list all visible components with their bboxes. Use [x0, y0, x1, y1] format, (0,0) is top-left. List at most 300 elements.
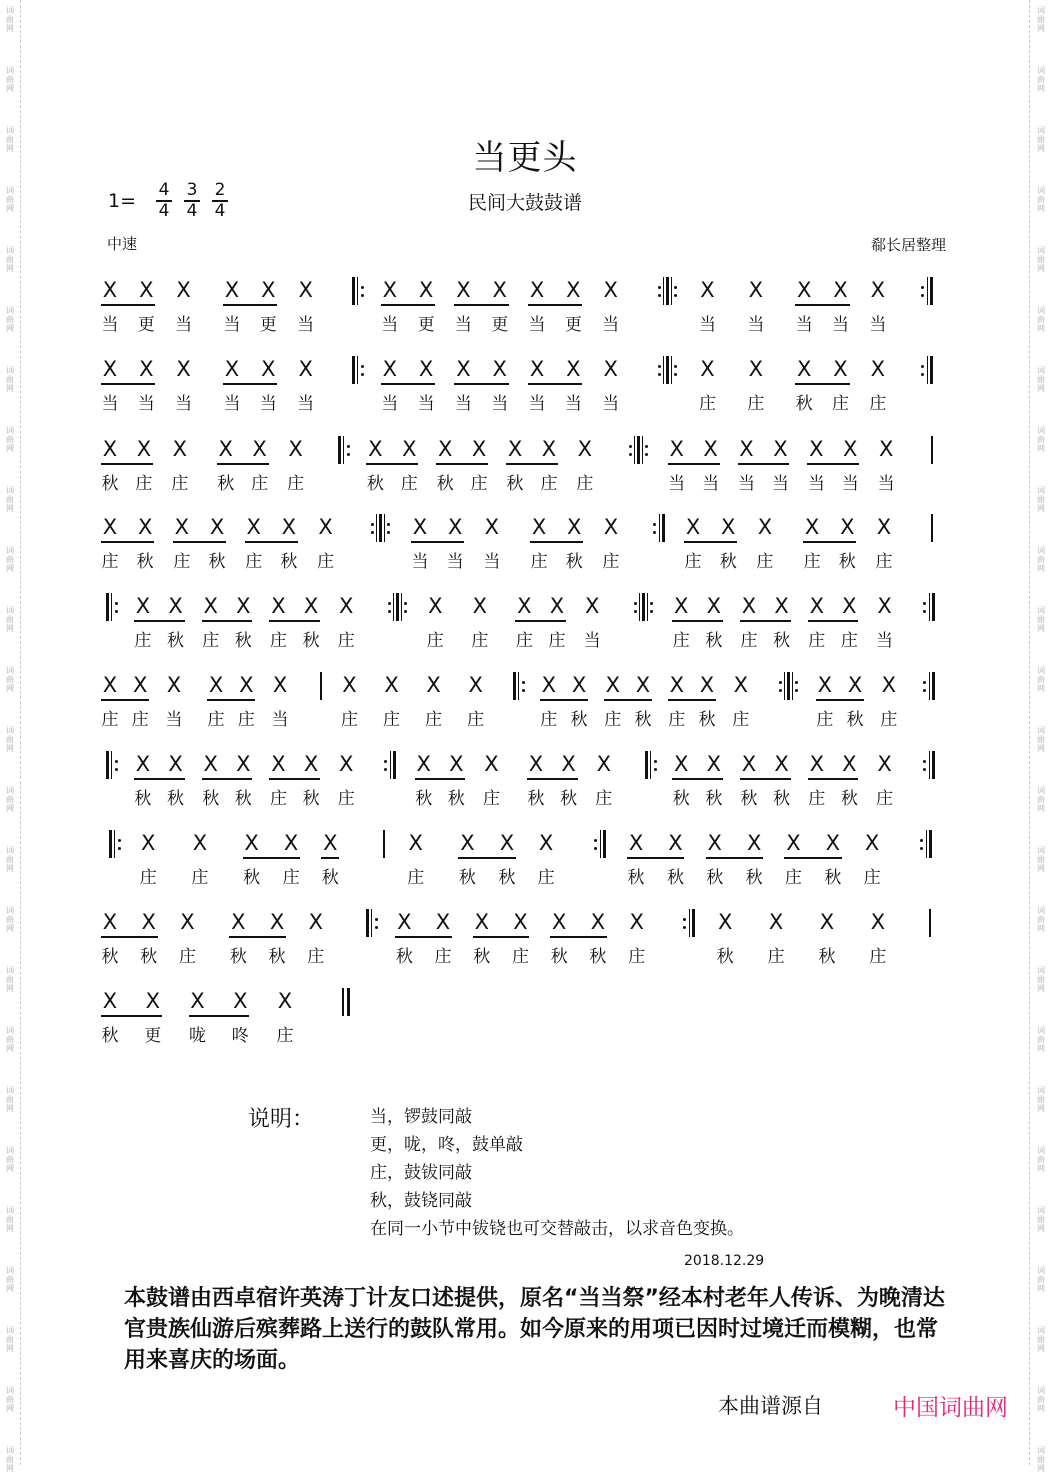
watermark-text: 词 曲 网 [6, 306, 14, 333]
note-line: 秋，鼓铙同敲 [370, 1191, 472, 1211]
time-signature-denominator: 4 [158, 201, 170, 221]
stroke-syllable: 庄 [515, 631, 533, 651]
stroke-syllable: 秋 [167, 789, 185, 809]
final-barline [0, 988, 1050, 1016]
stroke-syllable: 当 [165, 710, 183, 730]
drum-stroke: X [741, 594, 757, 618]
source-label: 本曲谱源自 [718, 1394, 823, 1418]
watermark-text: 词 曲 网 [6, 1026, 14, 1053]
drum-stroke: X [797, 357, 812, 381]
drum-stroke: X [603, 357, 618, 381]
stroke-syllable: 庄 [251, 474, 269, 494]
watermark-text: 词 曲 网 [6, 186, 14, 213]
drum-stroke: X [460, 831, 475, 855]
watermark-text: 词 曲 网 [6, 1266, 14, 1293]
stroke-syllable: 当 [175, 394, 193, 414]
stroke-syllable: 秋 [818, 947, 836, 967]
drum-stroke: X [817, 673, 833, 697]
drum-stroke: X [566, 357, 581, 381]
drum-stroke: X [456, 278, 471, 302]
time-signature [156, 181, 172, 221]
drum-stroke: X [236, 594, 251, 618]
barline-stroke [932, 672, 935, 700]
repeat-end [0, 356, 1050, 384]
repeat-dot [923, 681, 926, 684]
drum-stroke: X [141, 831, 156, 855]
stroke-syllable: 庄 [816, 710, 834, 730]
stroke-syllable: 当 [454, 394, 472, 414]
drum-stroke: X [174, 515, 190, 539]
drum-stroke: X [541, 437, 557, 461]
stroke-syllable: 秋 [840, 789, 858, 809]
stroke-syllable: 庄 [139, 868, 157, 888]
drum-stroke: X [172, 437, 188, 461]
stroke-syllable: 庄 [341, 710, 358, 730]
stroke-syllable: 更 [137, 315, 155, 335]
drum-stroke: X [552, 910, 567, 934]
drum-stroke: X [102, 989, 118, 1013]
watermark-text: 词 曲 网 [1037, 1206, 1045, 1233]
drum-stroke: X [180, 910, 195, 934]
stroke-syllable: 当 [175, 315, 193, 335]
stroke-syllable: 庄 [173, 552, 191, 572]
stroke-syllable: 庄 [191, 868, 209, 888]
drum-stroke: X [271, 752, 286, 776]
drum-stroke: X [176, 278, 191, 302]
watermark-text: 词 曲 网 [1037, 786, 1045, 813]
drum-stroke: X [699, 673, 715, 697]
drum-stroke: X [774, 594, 789, 618]
stroke-syllable: 庄 [840, 631, 858, 651]
drum-stroke: X [218, 437, 233, 461]
barline-stroke [347, 988, 350, 1016]
stroke-syllable: 庄 [732, 710, 750, 730]
drum-stroke: X [342, 673, 357, 697]
drum-stroke: X [746, 831, 762, 855]
drum-stroke: X [700, 278, 715, 302]
drum-stroke: X [203, 594, 218, 618]
stroke-syllable: 当 [869, 315, 887, 335]
score-subtitle: 民间大鼓鼓谱 [467, 192, 582, 214]
stroke-syllable: 当 [807, 474, 825, 494]
stroke-syllable: 庄 [467, 710, 485, 730]
drum-stroke: X [561, 752, 576, 776]
stroke-syllable: 秋 [321, 868, 339, 888]
drum-stroke: X [538, 831, 554, 855]
stroke-syllable: 庄 [537, 868, 555, 888]
stroke-syllable: 庄 [245, 552, 263, 572]
stroke-syllable: 秋 [666, 868, 684, 888]
stroke-syllable: 秋 [719, 552, 737, 572]
drum-stroke: X [529, 357, 545, 381]
repeat-dot [923, 760, 926, 763]
drum-stroke: X [418, 278, 434, 302]
drum-stroke: X [797, 278, 812, 302]
stroke-syllable: 秋 [589, 947, 607, 967]
stroke-syllable: 庄 [237, 710, 255, 730]
stroke-syllable: 秋 [634, 710, 652, 730]
drum-stroke: X [449, 752, 464, 776]
score-row [0, 593, 1050, 665]
drum-stroke: X [102, 278, 118, 302]
stroke-syllable: 秋 [745, 868, 763, 888]
stroke-syllable: 庄 [269, 631, 287, 651]
stroke-syllable: 庄 [178, 947, 196, 967]
watermark-text: 词 曲 网 [1037, 366, 1045, 393]
stroke-syllable: 庄 [672, 631, 690, 651]
drum-stroke: X [706, 752, 721, 776]
stroke-syllable: 秋 [243, 868, 261, 888]
drum-stroke: X [721, 515, 736, 539]
stroke-syllable: 当 [297, 394, 315, 414]
stroke-syllable: 秋 [436, 474, 454, 494]
stroke-syllable: 庄 [767, 947, 785, 967]
drum-stroke: X [277, 989, 293, 1013]
stroke-syllable: 秋 [217, 474, 235, 494]
drum-stroke: X [669, 437, 684, 461]
stroke-syllable: 庄 [684, 552, 702, 572]
stroke-syllable: 当 [528, 315, 546, 335]
drum-stroke: X [224, 278, 240, 302]
drum-stroke: X [700, 357, 715, 381]
stroke-syllable: 秋 [234, 789, 252, 809]
stroke-syllable: 更 [417, 315, 435, 335]
watermark-text: 词 曲 网 [6, 1446, 14, 1473]
drum-stroke: X [339, 594, 354, 618]
drum-stroke: X [541, 673, 556, 697]
watermark-text: 词 曲 网 [6, 846, 14, 873]
stroke-syllable: 秋 [395, 947, 413, 967]
drum-stroke: X [605, 673, 620, 697]
stroke-syllable: 秋 [705, 789, 723, 809]
stroke-syllable: 秋 [202, 789, 220, 809]
drum-stroke: X [438, 437, 453, 461]
drum-stroke: X [757, 515, 773, 539]
drum-stroke: X [252, 437, 267, 461]
stroke-syllable: 庄 [628, 947, 646, 967]
watermark-text: 词 曲 网 [6, 666, 14, 693]
drum-stroke: X [507, 437, 523, 461]
drum-stroke: X [668, 831, 683, 855]
drum-stroke: X [135, 752, 151, 776]
stroke-syllable: 当 [702, 474, 720, 494]
drum-stroke: X [804, 515, 820, 539]
repeat-dot [923, 689, 926, 692]
stroke-syllable: 庄 [101, 552, 119, 572]
stroke-syllable: 庄 [426, 631, 444, 651]
drum-stroke: X [135, 594, 151, 618]
stroke-syllable: 庄 [668, 710, 686, 730]
stroke-syllable: 秋 [706, 868, 724, 888]
stroke-syllable: 当 [454, 315, 472, 335]
watermark-text: 词 曲 网 [1037, 6, 1045, 33]
stroke-syllable: 更 [564, 315, 582, 335]
stroke-syllable: 当 [698, 315, 716, 335]
stroke-syllable: 庄 [470, 474, 488, 494]
drum-stroke: X [566, 278, 581, 302]
watermark-text: 词 曲 网 [1037, 66, 1045, 93]
drum-stroke: X [528, 752, 544, 776]
stroke-syllable: 庄 [863, 868, 881, 888]
stroke-syllable: 秋 [716, 947, 734, 967]
drum-stroke: X [549, 594, 565, 618]
drum-stroke: X [499, 831, 515, 855]
time-signature [212, 181, 228, 221]
drum-stroke: X [876, 515, 892, 539]
watermark-text: 词 曲 网 [1037, 126, 1045, 153]
watermark-text: 词 曲 网 [6, 486, 14, 513]
stroke-syllable: 更 [491, 315, 509, 335]
barline-stroke [932, 751, 935, 779]
score-row [0, 988, 1050, 1060]
watermark-text: 词 曲 网 [6, 366, 14, 393]
drum-stroke: X [603, 515, 619, 539]
stroke-syllable: 庄 [207, 710, 225, 730]
score-row [0, 356, 1050, 428]
score-title: 当更头 [472, 138, 578, 178]
drum-stroke: X [870, 910, 886, 934]
barline-stroke [929, 909, 931, 937]
date-text: 2018.12.29 [684, 1253, 765, 1269]
drum-stroke: X [298, 357, 313, 381]
drum-stroke: X [870, 278, 886, 302]
stroke-syllable: 庄 [803, 552, 821, 572]
arranger-credit: 郗长居整理 [870, 236, 946, 254]
drum-stroke: X [402, 437, 417, 461]
repeat-end [0, 830, 1050, 858]
description-paragraph: 本鼓谱由西卓宿许英涛丁计友口述提供，原名“当当祭”经本村老年人传诉、为晚清达官贵族仙游后殡葬路上送行的鼓队常用。如今原来的用项已因时过境迁而模糊，也常用来喜庆的场面。 [124, 1286, 945, 1373]
score-row [0, 751, 1050, 823]
repeat-dot [923, 768, 926, 771]
stroke-syllable: 秋 [167, 631, 185, 651]
drum-stroke: X [842, 752, 857, 776]
stroke-syllable: 当 [832, 315, 849, 335]
stroke-syllable: 庄 [171, 474, 189, 494]
drum-stroke: X [768, 910, 784, 934]
drum-stroke: X [368, 437, 383, 461]
stroke-syllable: 秋 [447, 789, 465, 809]
time-signature-denominator: 4 [186, 201, 198, 221]
barline-stroke [931, 514, 933, 542]
drum-stroke: X [707, 831, 722, 855]
repeat-end [0, 277, 1050, 305]
watermark-text: 词 曲 网 [1037, 906, 1045, 933]
watermark-text: 词 曲 网 [6, 966, 14, 993]
stroke-syllable: 庄 [317, 552, 335, 572]
stroke-syllable: 当 [483, 552, 501, 572]
time-signature [184, 181, 200, 221]
stroke-syllable: 当 [259, 394, 277, 414]
drum-stroke: X [584, 594, 600, 618]
drum-stroke: X [456, 357, 471, 381]
drum-stroke: X [139, 278, 154, 302]
repeat-dot [921, 294, 924, 297]
drum-stroke: X [339, 752, 354, 776]
stroke-syllable: 秋 [234, 631, 252, 651]
stroke-syllable: 当 [795, 315, 813, 335]
stroke-syllable: 秋 [268, 947, 286, 967]
drum-stroke: X [102, 673, 118, 697]
stroke-syllable: 秋 [101, 1026, 119, 1046]
stroke-syllable: 当 [381, 315, 399, 335]
drum-stroke: X [272, 673, 288, 697]
stroke-syllable: 庄 [756, 552, 774, 572]
drum-stroke: X [748, 278, 764, 302]
stroke-syllable: 庄 [307, 947, 325, 967]
stroke-syllable: 当 [528, 394, 546, 414]
watermark-text: 词 曲 网 [6, 906, 14, 933]
stroke-syllable: 当 [101, 394, 119, 414]
stroke-syllable: 庄 [875, 552, 893, 572]
note-line: 当，锣鼓同敲 [370, 1107, 472, 1127]
score-row [0, 436, 1050, 508]
stroke-syllable: 庄 [602, 552, 620, 572]
stroke-syllable: 当 [271, 710, 289, 730]
stroke-syllable: 庄 [202, 631, 220, 651]
watermark-text: 词 曲 网 [1037, 966, 1045, 993]
stroke-syllable: 庄 [747, 394, 765, 414]
drum-stroke: X [513, 910, 528, 934]
drum-stroke: X [635, 673, 651, 697]
stroke-syllable: 秋 [527, 789, 545, 809]
watermark-text: 词 曲 网 [6, 6, 14, 33]
drum-stroke: X [733, 673, 748, 697]
stroke-syllable: 秋 [672, 789, 690, 809]
stroke-syllable: 庄 [880, 710, 898, 730]
stroke-syllable: 庄 [276, 1026, 294, 1046]
key-signature: 1= [108, 190, 137, 212]
stroke-syllable: 庄 [434, 947, 452, 967]
stroke-syllable: 庄 [595, 789, 613, 809]
drum-stroke: X [628, 831, 644, 855]
drum-stroke: X [748, 357, 764, 381]
drum-stroke: X [416, 752, 431, 776]
drum-stroke: X [318, 515, 333, 539]
stroke-syllable: 秋 [698, 710, 716, 730]
drum-stroke: X [192, 831, 208, 855]
stroke-syllable: 秋 [498, 868, 516, 888]
drum-stroke: X [298, 278, 313, 302]
drum-stroke: X [412, 515, 428, 539]
repeat-end [0, 751, 1050, 779]
drum-stroke: X [308, 910, 323, 934]
watermark-text: 词 曲 网 [1037, 546, 1045, 573]
drum-stroke: X [190, 989, 205, 1013]
drum-stroke: X [145, 989, 160, 1013]
stroke-syllable: 当 [411, 552, 429, 572]
watermark-text: 词 曲 网 [6, 426, 14, 453]
drum-stroke: X [261, 357, 276, 381]
drum-stroke: X [176, 357, 191, 381]
watermark-text: 词 曲 网 [1037, 1146, 1045, 1173]
drum-stroke: X [102, 515, 118, 539]
watermark-text: 词 曲 网 [1037, 726, 1045, 753]
drum-stroke: X [102, 910, 118, 934]
stroke-syllable: 秋 [208, 552, 226, 572]
stroke-syllable: 当 [223, 394, 241, 414]
stroke-syllable: 庄 [482, 789, 500, 809]
barline-stroke [930, 356, 933, 384]
drum-stroke: X [236, 752, 251, 776]
repeat-end [0, 593, 1050, 621]
watermark-text: 词 曲 网 [6, 786, 14, 813]
drum-stroke: X [877, 594, 892, 618]
repeat-dot [921, 373, 924, 376]
drum-stroke: X [303, 752, 319, 776]
drum-stroke: X [168, 594, 183, 618]
score-row [0, 277, 1050, 349]
watermark-text: 词 曲 网 [6, 1326, 14, 1353]
barline-stroke [929, 751, 930, 779]
stroke-syllable: 当 [564, 394, 582, 414]
repeat-dot [920, 847, 923, 850]
note-line: 庄，鼓钹同敲 [370, 1163, 472, 1183]
stroke-syllable: 秋 [705, 631, 723, 651]
stroke-syllable: 庄 [530, 552, 548, 572]
drum-stroke: X [271, 594, 286, 618]
stroke-syllable: 庄 [407, 868, 425, 888]
drum-stroke: X [471, 437, 487, 461]
drum-stroke: X [224, 357, 240, 381]
stroke-syllable: 庄 [698, 394, 716, 414]
stroke-syllable: 庄 [869, 394, 887, 414]
stroke-syllable: 秋 [627, 868, 645, 888]
stroke-syllable: 当 [446, 552, 464, 572]
watermark-text: 词 曲 网 [6, 126, 14, 153]
drum-stroke: X [428, 594, 443, 618]
drum-stroke: X [809, 594, 824, 618]
drum-stroke: X [842, 594, 857, 618]
drum-stroke: X [136, 437, 152, 461]
stroke-syllable: 庄 [540, 474, 558, 494]
drum-stroke: X [261, 278, 276, 302]
drum-stroke: X [840, 515, 855, 539]
stroke-syllable: 秋 [740, 789, 758, 809]
stroke-syllable: 庄 [832, 394, 849, 414]
drum-stroke: X [741, 752, 757, 776]
barline-stroke [929, 830, 932, 858]
stroke-syllable: 当 [738, 474, 755, 494]
drum-stroke: X [233, 989, 248, 1013]
watermark-text: 词 曲 网 [6, 1086, 14, 1113]
stroke-syllable: 庄 [876, 789, 894, 809]
stroke-syllable: 咙 [189, 1026, 206, 1046]
stroke-syllable: 庄 [784, 868, 802, 888]
stroke-syllable: 庄 [134, 631, 152, 651]
drum-stroke: X [870, 357, 886, 381]
barline-stroke [929, 672, 930, 700]
watermark-text: 词 曲 网 [6, 546, 14, 573]
stroke-syllable: 咚 [231, 1026, 249, 1046]
watermark-text: 词 曲 网 [1037, 666, 1045, 693]
stroke-syllable: 当 [602, 394, 620, 414]
drum-stroke: X [102, 357, 118, 381]
drum-stroke: X [141, 910, 156, 934]
drum-stroke: X [773, 437, 788, 461]
stroke-syllable: 秋 [101, 474, 119, 494]
stroke-syllable: 庄 [576, 474, 594, 494]
drum-stroke: X [703, 437, 718, 461]
stroke-syllable: 当 [841, 474, 859, 494]
drum-stroke: X [166, 673, 182, 697]
time-signature-numerator: 3 [184, 181, 200, 202]
drum-stroke: X [881, 673, 897, 697]
site-name-link[interactable]: 中国词曲网 [893, 1395, 1008, 1421]
drum-stroke: X [669, 673, 684, 697]
stroke-syllable: 秋 [229, 947, 247, 967]
stroke-syllable: 庄 [337, 631, 355, 651]
drum-stroke: X [323, 831, 338, 855]
